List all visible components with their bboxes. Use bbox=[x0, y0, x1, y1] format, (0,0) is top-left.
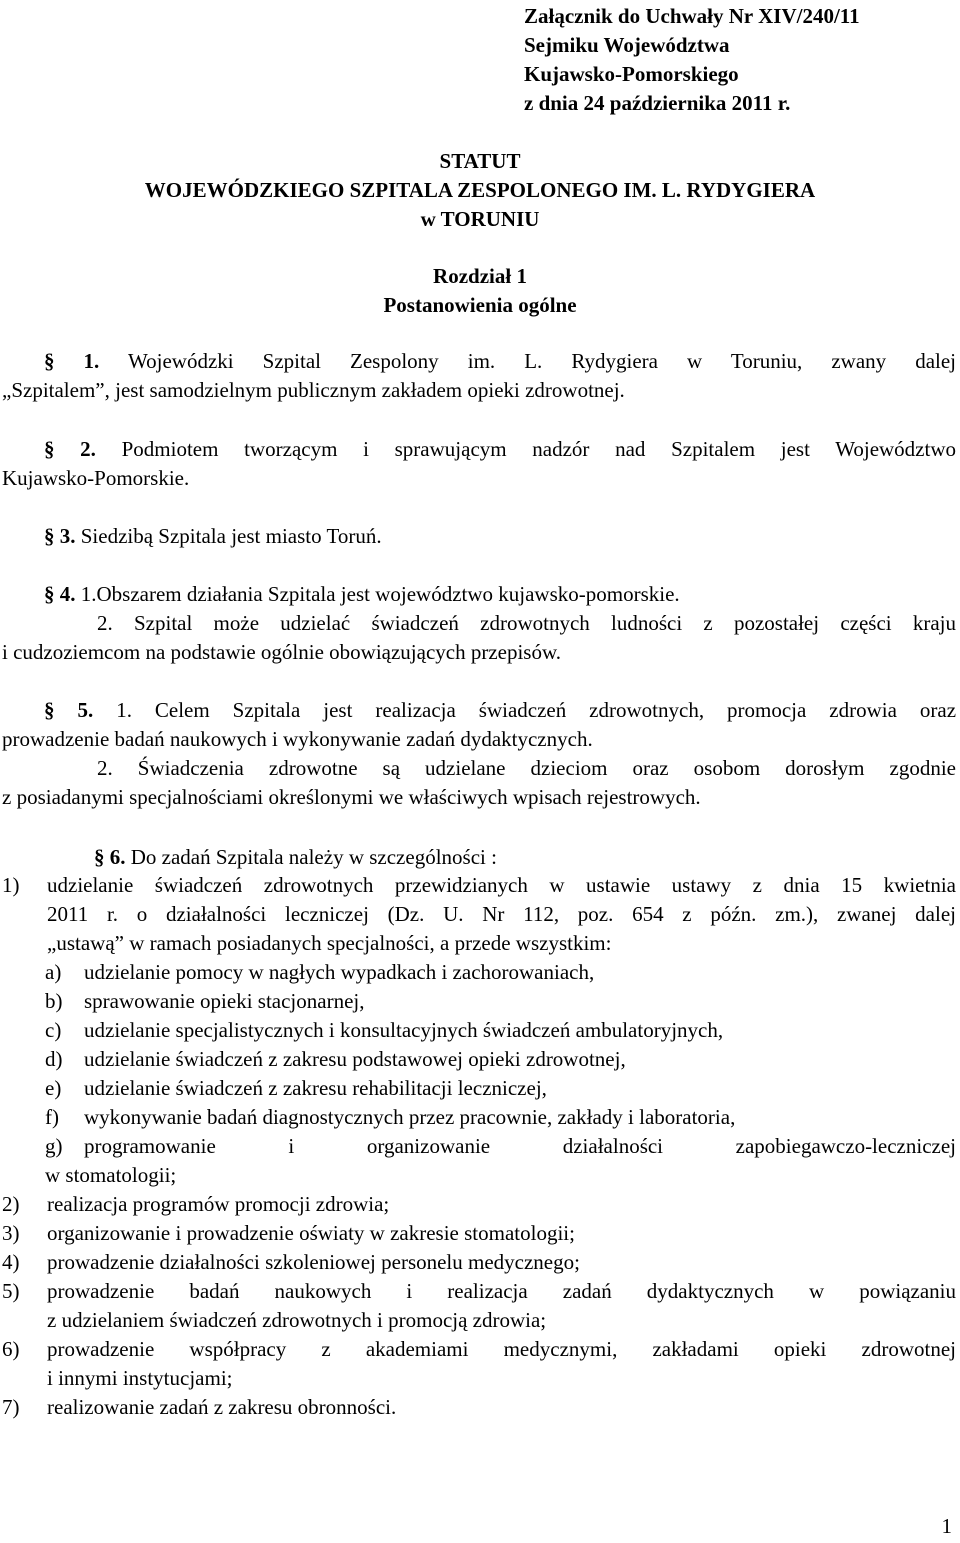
title-line: STATUT bbox=[439, 149, 521, 173]
sub-item-text: udzielanie pomocy w nagłych wypadkach i zachorowaniach, bbox=[84, 960, 595, 984]
task-list bbox=[2, 871, 956, 1422]
section-mark: § 3. bbox=[44, 524, 76, 548]
sub-list-item bbox=[45, 1132, 956, 1161]
item-line: realizacja programów promocji zdrowia; bbox=[47, 1192, 390, 1216]
sub-item-label: g) bbox=[45, 1134, 63, 1158]
sub-item-text: wykonywanie badań diagnostycznych przez pracownie, zakłady i laboratoria, bbox=[84, 1105, 736, 1129]
paragraph-line: prowadzenie badań naukowych i wykonywanie zadań dydaktycznych. bbox=[2, 727, 593, 751]
paragraph-line: 2. Szpital może udzielać świadczeń zdrowotnych ludności z pozostałej części kraju bbox=[97, 611, 956, 635]
chapter-heading bbox=[0, 262, 960, 320]
list-item bbox=[2, 871, 956, 958]
paragraph-line: § 1. Wojewódzki Szpital Zespolony im. L. Rydygiera w Toruniu, zwany dalej bbox=[44, 349, 957, 373]
page-number: 1 bbox=[941, 1514, 952, 1538]
attachment-header bbox=[524, 2, 860, 118]
sub-item-text: udzielanie świadczeń z zakresu rehabilitacji leczniczej, bbox=[84, 1076, 547, 1100]
section-mark: § 6. bbox=[94, 845, 126, 869]
attachment-line: Sejmiku Województwa bbox=[524, 33, 730, 57]
paragraph-line: 2. Świadczenia zdrowotne są udzielane dzieciom oraz osobom dorosłym zgodnie bbox=[97, 756, 956, 780]
sub-list-item bbox=[45, 1045, 956, 1074]
sub-item-label: a) bbox=[45, 960, 62, 984]
paragraph-1 bbox=[2, 347, 956, 405]
paragraph-4 bbox=[2, 580, 956, 667]
sub-item-label: f) bbox=[45, 1105, 59, 1129]
paragraph-line: § 3. Siedzibą Szpitala jest miasto Toruń. bbox=[44, 524, 382, 548]
paragraph-2 bbox=[2, 435, 956, 493]
section-mark: § 1. bbox=[44, 349, 100, 373]
item-line: prowadzenie działalności szkoleniowej personelu medycznego; bbox=[47, 1250, 580, 1274]
list-item bbox=[2, 1335, 956, 1393]
attachment-line: z dnia 24 października 2011 r. bbox=[524, 91, 791, 115]
sub-item-text: udzielanie świadczeń z zakresu podstawowej opieki zdrowotnej, bbox=[84, 1047, 626, 1071]
section-mark: § 2. bbox=[44, 437, 96, 461]
chapter-number: Rozdział 1 bbox=[433, 264, 527, 288]
sub-list-item bbox=[45, 1016, 956, 1045]
paragraph-line: § 5. 1. Celem Szpitala jest realizacja świadczeń zdrowotnych, promocja zdrowia oraz bbox=[44, 698, 957, 722]
paragraph-line: § 2. Podmiotem tworzącym i sprawującym nadzór nad Szpitalem jest Województwo bbox=[44, 437, 956, 461]
sub-item-label: d) bbox=[45, 1047, 63, 1071]
attachment-line: Kujawsko-Pomorskiego bbox=[524, 62, 739, 86]
item-number: 4) bbox=[2, 1250, 20, 1274]
paragraph-line: „Szpitalem”, jest samodzielnym publicznym zakładem opieki zdrowotnej. bbox=[2, 378, 625, 402]
paragraph-line: § 4. 1.Obszarem działania Szpitala jest województwo kujawsko-pomorskie. bbox=[44, 582, 680, 606]
item-number: 7) bbox=[2, 1395, 20, 1419]
chapter-name: Postanowienia ogólne bbox=[383, 293, 577, 317]
item-line: realizowanie zadań z zakresu obronności. bbox=[47, 1395, 397, 1419]
item-line: „ustawą” w ramach posiadanych specjalności, a przede wszystkim: bbox=[47, 931, 612, 955]
sub-item-text: udzielanie specjalistycznych i konsultacyjnych świadczeń ambulatoryjnych, bbox=[84, 1018, 724, 1042]
sub-list-item-continuation bbox=[45, 1161, 956, 1190]
sub-item-text: w stomatologii; bbox=[45, 1163, 177, 1187]
paragraph-5 bbox=[2, 696, 956, 812]
title-line: w TORUNIU bbox=[420, 207, 540, 231]
item-line: organizowanie i prowadzenie oświaty w zakresie stomatologii; bbox=[47, 1221, 575, 1245]
title-line: WOJEWÓDZKIEGO SZPITALA ZESPOLONEGO IM. L. RYDYGIERA bbox=[144, 178, 816, 202]
sub-item-label: b) bbox=[45, 989, 63, 1013]
sub-item-label: c) bbox=[45, 1018, 62, 1042]
sub-list-item bbox=[45, 958, 956, 987]
paragraph-line: Kujawsko-Pomorskie. bbox=[2, 466, 190, 490]
item-number: 1) bbox=[2, 873, 20, 897]
item-number: 5) bbox=[2, 1279, 20, 1303]
paragraph-line: § 6. Do zadań Szpitala należy w szczególności : bbox=[94, 845, 497, 869]
list-item bbox=[2, 1277, 956, 1335]
item-number: 3) bbox=[2, 1221, 20, 1245]
section-mark: § 5. bbox=[44, 698, 94, 722]
sub-list-item bbox=[45, 1074, 956, 1103]
item-line: udzielanie świadczeń zdrowotnych przewidzianych w ustawie ustawy z dnia 15 kwietnia bbox=[47, 873, 956, 897]
sub-item-text: programowanie i organizowanie działalności zapobiegawczo-leczniczej bbox=[84, 1134, 956, 1158]
attachment-line: Załącznik do Uchwały Nr XIV/240/11 bbox=[524, 4, 860, 28]
list-item bbox=[2, 1190, 956, 1219]
list-item bbox=[2, 1248, 956, 1277]
statute-title bbox=[0, 147, 960, 234]
item-line: i innymi instytucjami; bbox=[47, 1366, 233, 1390]
item-line: prowadzenie współpracy z akademiami medycznymi, zakładami opieki zdrowotnej bbox=[47, 1337, 956, 1361]
item-line: 2011 r. o działalności leczniczej (Dz. U. Nr 112, poz. 654 z późn. zm.), zwanej dalej bbox=[47, 902, 956, 926]
list-item bbox=[2, 1393, 956, 1422]
paragraph-6-intro bbox=[2, 843, 956, 872]
section-mark: § 4. bbox=[44, 582, 76, 606]
sub-item-text: sprawowanie opieki stacjonarnej, bbox=[84, 989, 365, 1013]
sub-list-item bbox=[45, 1103, 956, 1132]
item-line: prowadzenie badań naukowych i realizacja zadań dydaktycznych w powiązaniu bbox=[47, 1279, 956, 1303]
item-number: 6) bbox=[2, 1337, 20, 1361]
list-item bbox=[2, 1219, 956, 1248]
paragraph-line: i cudzoziemcom na podstawie ogólnie obowiązujących przepisów. bbox=[2, 640, 562, 664]
paragraph-3 bbox=[2, 522, 956, 551]
item-line: z udzielaniem świadczeń zdrowotnych i promocją zdrowia; bbox=[47, 1308, 547, 1332]
sub-list-item bbox=[45, 987, 956, 1016]
sub-item-label: e) bbox=[45, 1076, 62, 1100]
item-number: 2) bbox=[2, 1192, 20, 1216]
paragraph-line: z posiadanymi specjalnościami określonymi we właściwych wpisach rejestrowych. bbox=[2, 785, 701, 809]
